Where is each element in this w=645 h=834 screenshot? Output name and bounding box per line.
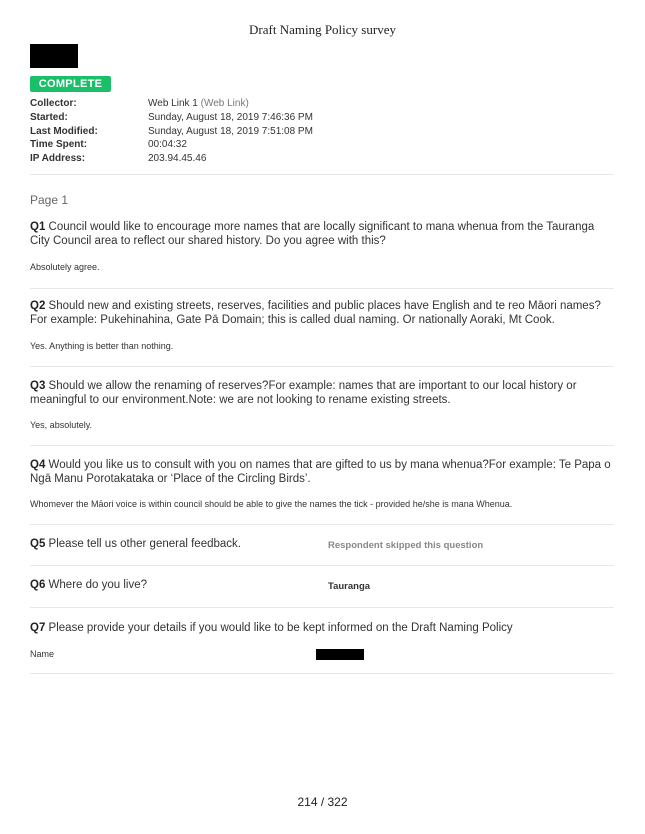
answer-3: Yes, absolutely.	[30, 420, 93, 430]
meta-value: 203.94.45.46	[148, 153, 207, 165]
question-number: Q5	[30, 538, 46, 550]
meta-row-ip-address	[30, 152, 614, 166]
question-4	[30, 459, 614, 486]
question-3	[30, 380, 614, 407]
meta-value: Sunday, August 18, 2019 7:46:36 PM	[148, 111, 313, 123]
response-metadata	[30, 97, 614, 166]
question-text: Please provide your details if you would like to be kept informed on the Draft Naming Policy	[48, 622, 513, 634]
question-6	[30, 579, 320, 593]
answer-5-skipped: Respondent skipped this question	[328, 540, 484, 551]
redacted-logo	[30, 44, 78, 68]
answer-4: Whomever the Māori voice is within council should be able to give the names the tick - provided he/she is mana Whenua.	[30, 499, 513, 509]
question-number: Q1	[30, 221, 46, 233]
question-1	[30, 221, 614, 248]
name-field-label: Name	[30, 649, 55, 659]
divider	[30, 445, 614, 446]
meta-row-last-modified	[30, 125, 614, 139]
meta-row-collector	[30, 97, 614, 111]
question-text: Should new and existing streets, reserves, facilities and public places have English and te reo Māori names?For example: Pukehinahina, Gate Pā Domain; this is called dual naming. Or nationally Aoraki, Mt Cook.	[30, 300, 601, 326]
divider	[30, 607, 614, 608]
question-7	[30, 622, 614, 636]
question-2	[30, 300, 614, 327]
meta-row-started	[30, 111, 614, 125]
question-text: Where do you live?	[48, 579, 147, 591]
meta-label: IP Address:	[30, 153, 86, 165]
meta-value: Sunday, August 18, 2019 7:51:08 PM	[148, 125, 313, 137]
meta-label: Time Spent:	[30, 139, 88, 151]
page-number: 214 / 322	[297, 795, 348, 809]
meta-label: Started:	[30, 111, 68, 123]
meta-value: Web Link 1	[148, 98, 198, 109]
question-number: Q3	[30, 380, 46, 392]
divider	[30, 366, 614, 367]
divider	[30, 673, 614, 674]
meta-extra: (Web Link)	[200, 98, 249, 109]
divider	[30, 524, 614, 525]
question-5	[30, 538, 320, 552]
meta-row-time-spent	[30, 138, 614, 152]
divider	[30, 288, 614, 289]
question-number: Q2	[30, 300, 46, 312]
meta-label: Collector:	[30, 98, 77, 109]
answer-2: Yes. Anything is better than nothing.	[30, 341, 174, 351]
document-title: Draft Naming Policy survey	[249, 22, 396, 37]
answer-6: Tauranga	[328, 581, 371, 592]
status-badge: COMPLETE	[30, 76, 111, 92]
question-number: Q4	[30, 459, 46, 471]
question-number: Q7	[30, 622, 46, 634]
question-number: Q6	[30, 579, 46, 591]
question-text: Should we allow the renaming of reserves?For example: names that are important to our local history or meaningful to our environment.Note: we are not looking to rename existing streets.	[30, 380, 577, 406]
meta-value: 00:04:32	[148, 139, 187, 151]
divider	[30, 174, 614, 175]
meta-label: Last Modified:	[30, 125, 98, 137]
question-text: Council would like to encourage more names that are locally significant to mana whenua from the Tauranga City Council area to reflect our shared history. Do you agree with this?	[30, 221, 595, 247]
question-text: Would you like us to consult with you on names that are gifted to us by mana whenua?For example: Te Papa o Ngā Manu Porotakataka or ‘Place of the Circling Birds’.	[30, 459, 611, 485]
redacted-name	[316, 649, 364, 660]
divider	[30, 565, 614, 566]
answer-1: Absolutely agree.	[30, 262, 100, 272]
page-label: Page 1	[30, 193, 69, 207]
question-text: Please tell us other general feedback.	[48, 538, 241, 550]
